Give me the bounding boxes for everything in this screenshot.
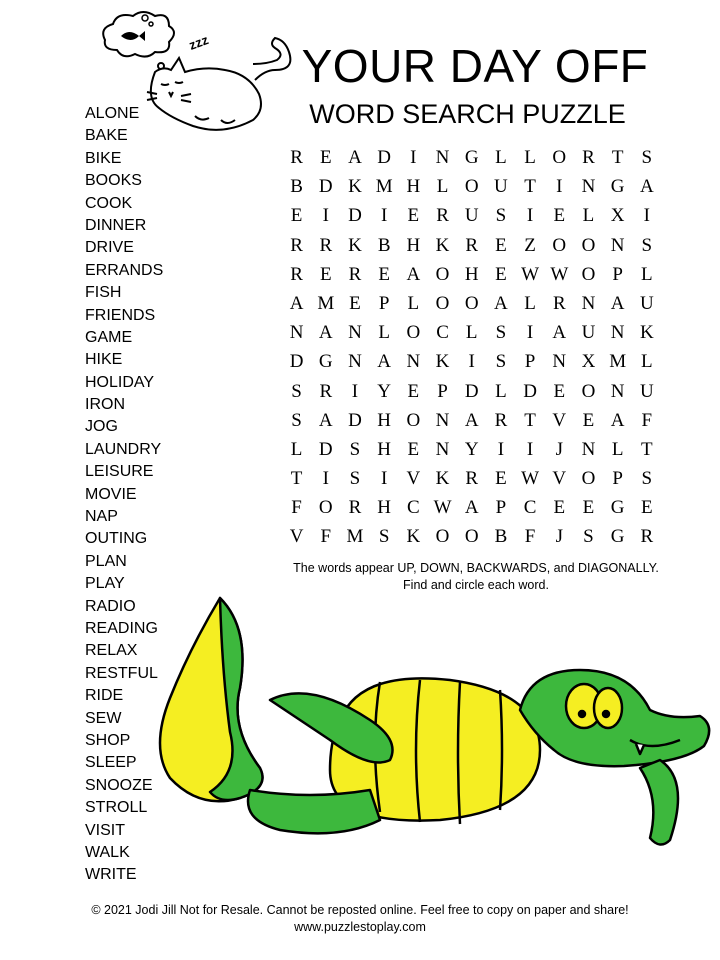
- grid-letter[interactable]: M: [346, 526, 364, 548]
- grid-letter[interactable]: R: [290, 147, 303, 168]
- grid-letter[interactable]: Y: [377, 380, 392, 402]
- grid-letter[interactable]: K: [435, 234, 450, 256]
- grid-letter[interactable]: N: [435, 409, 450, 431]
- grid-letter[interactable]: S: [291, 409, 302, 431]
- instructions-line-1: The words appear UP, DOWN, BACKWARDS, and DIAGONALLY.: [293, 561, 659, 575]
- grid-letter[interactable]: L: [641, 351, 653, 373]
- grid-letter[interactable]: E: [407, 205, 420, 227]
- word-list-item: GAME: [85, 328, 133, 346]
- grid-letter[interactable]: I: [322, 205, 329, 227]
- grid-letter[interactable]: S: [378, 526, 390, 548]
- grid-letter[interactable]: V: [406, 468, 421, 490]
- grid-letter[interactable]: R: [348, 497, 362, 519]
- grid-letter[interactable]: T: [611, 147, 624, 168]
- grid-letter[interactable]: C: [436, 322, 449, 344]
- grid-letter[interactable]: W: [433, 497, 452, 519]
- grid-letter[interactable]: U: [581, 322, 596, 344]
- grid-letter[interactable]: U: [639, 292, 654, 314]
- grid-letter[interactable]: U: [494, 176, 508, 198]
- word-list-item: JOG: [85, 418, 118, 436]
- word-list-item: BOOKS: [85, 172, 142, 190]
- grid-letter[interactable]: G: [318, 351, 333, 373]
- grid-letter[interactable]: H: [464, 263, 479, 285]
- grid-letter[interactable]: I: [526, 322, 534, 344]
- grid-letter[interactable]: P: [524, 351, 536, 373]
- grid-letter[interactable]: L: [611, 438, 624, 460]
- grid-letter[interactable]: J: [555, 526, 563, 548]
- grid-letter[interactable]: S: [495, 205, 507, 227]
- grid-letter[interactable]: C: [523, 497, 537, 519]
- grid-letter[interactable]: K: [639, 322, 654, 344]
- grid-letter[interactable]: A: [318, 322, 333, 344]
- grid-letter[interactable]: A: [494, 292, 508, 314]
- grid-letter[interactable]: L: [524, 147, 536, 168]
- grid-letter[interactable]: I: [556, 176, 563, 198]
- word-list-item: BAKE: [85, 127, 128, 145]
- grid-letter[interactable]: W: [521, 468, 540, 490]
- grid-letter[interactable]: F: [291, 497, 302, 519]
- grid-letter[interactable]: O: [406, 322, 421, 344]
- grid-letter[interactable]: F: [641, 409, 653, 431]
- grid-letter[interactable]: H: [406, 176, 421, 198]
- website-text: www.puzzlestoplay.com: [294, 920, 426, 934]
- grid-letter[interactable]: L: [436, 176, 449, 198]
- grid-letter[interactable]: N: [435, 147, 450, 168]
- grid-letter[interactable]: A: [289, 292, 304, 314]
- word-list-item: RELAX: [85, 642, 138, 660]
- grid-letter[interactable]: R: [436, 205, 449, 227]
- grid-letter[interactable]: I: [351, 380, 359, 402]
- grid-letter[interactable]: T: [524, 176, 536, 198]
- grid-letter[interactable]: D: [348, 409, 362, 431]
- grid-letter[interactable]: H: [406, 234, 421, 256]
- grid-letter[interactable]: R: [290, 234, 303, 256]
- grid-letter[interactable]: E: [553, 497, 566, 519]
- grid-letter[interactable]: M: [375, 176, 393, 198]
- grid-letter[interactable]: O: [435, 263, 450, 285]
- word-list-item: VISIT: [85, 821, 126, 839]
- grid-letter[interactable]: U: [639, 380, 654, 402]
- grid-letter[interactable]: D: [318, 176, 333, 198]
- grid-letter[interactable]: P: [612, 468, 623, 490]
- grid-letter[interactable]: M: [609, 351, 627, 373]
- word-list-item: ALONE: [85, 105, 140, 122]
- grid-letter[interactable]: A: [610, 409, 625, 431]
- grid-letter[interactable]: A: [552, 322, 567, 344]
- grid-letter[interactable]: A: [639, 176, 654, 198]
- grid-letter[interactable]: E: [495, 263, 507, 285]
- grid-letter[interactable]: V: [552, 409, 567, 431]
- grid-letter[interactable]: G: [610, 497, 625, 519]
- word-list-item: HIKE: [85, 351, 123, 369]
- grid-letter[interactable]: A: [348, 147, 362, 168]
- grid-letter[interactable]: O: [552, 234, 567, 256]
- grid-letter[interactable]: R: [552, 292, 566, 314]
- grid-letter[interactable]: E: [495, 468, 507, 490]
- word-list-item: STROLL: [85, 799, 148, 817]
- word-list-item: NAP: [85, 508, 118, 526]
- word-list-item: DRIVE: [85, 239, 134, 257]
- grid-letter[interactable]: C: [407, 497, 420, 519]
- grid-letter[interactable]: X: [581, 351, 596, 373]
- word-list-item: RADIO: [85, 597, 136, 615]
- word-list-item: PLAY: [85, 575, 125, 593]
- word-list-item: SHOP: [85, 731, 131, 749]
- grid-letter[interactable]: X: [610, 205, 625, 227]
- grid-letter[interactable]: L: [641, 263, 653, 285]
- grid-letter[interactable]: I: [643, 205, 650, 227]
- grid-letter[interactable]: R: [319, 380, 333, 402]
- grid-letter[interactable]: A: [318, 409, 333, 431]
- grid-letter[interactable]: P: [495, 497, 507, 519]
- grid-letter[interactable]: N: [610, 380, 625, 402]
- grid-letter[interactable]: H: [377, 497, 392, 519]
- grid-letter[interactable]: N: [348, 351, 362, 373]
- grid-letter[interactable]: L: [407, 292, 420, 314]
- grid-letter[interactable]: D: [464, 380, 479, 402]
- grid-letter[interactable]: S: [495, 322, 507, 344]
- grid-letter[interactable]: N: [610, 322, 625, 344]
- grid-letter[interactable]: I: [322, 468, 329, 490]
- grid-letter[interactable]: S: [641, 468, 653, 490]
- grid-letter[interactable]: T: [641, 438, 653, 460]
- grid-letter[interactable]: N: [435, 438, 450, 460]
- grid-letter[interactable]: N: [581, 176, 596, 198]
- grid-letter[interactable]: E: [553, 380, 566, 402]
- grid-letter[interactable]: I: [526, 438, 534, 460]
- grid-letter[interactable]: F: [320, 526, 332, 548]
- word-list-item: SEW: [85, 709, 122, 727]
- grid-letter[interactable]: S: [495, 351, 507, 373]
- grid-letter[interactable]: E: [407, 380, 420, 402]
- grid-letter[interactable]: S: [583, 526, 594, 548]
- grid-letter[interactable]: D: [348, 205, 362, 227]
- grid-letter[interactable]: O: [464, 526, 479, 548]
- grid-letter[interactable]: T: [290, 468, 303, 490]
- grid-letter[interactable]: G: [610, 176, 625, 198]
- grid-letter[interactable]: R: [465, 468, 479, 490]
- word-list-item: DINNER: [85, 216, 147, 234]
- grid-letter[interactable]: K: [435, 351, 450, 373]
- grid-letter[interactable]: L: [378, 322, 390, 344]
- grid-letter[interactable]: E: [378, 263, 390, 285]
- grid-letter[interactable]: E: [495, 234, 507, 256]
- grid-letter[interactable]: L: [465, 322, 478, 344]
- page-subtitle: WORD SEARCH PUZZLE: [309, 99, 626, 129]
- grid-letter[interactable]: G: [464, 147, 479, 168]
- grid-letter[interactable]: N: [289, 322, 304, 344]
- footer: [0, 902, 720, 936]
- grid-letter[interactable]: J: [555, 438, 563, 460]
- page-title: YOUR DAY OFF: [301, 40, 649, 92]
- grid-letter[interactable]: E: [641, 497, 653, 519]
- grid-letter[interactable]: L: [290, 438, 303, 460]
- copyright-text: © 2021 Jodi Jill Not for Resale. Cannot be reposted online. Feel free to copy on paper and share!: [91, 903, 629, 917]
- grid-letter[interactable]: D: [377, 147, 392, 168]
- instructions: [280, 560, 672, 594]
- grid-letter[interactable]: S: [349, 468, 361, 490]
- word-list-item: FISH: [85, 284, 122, 302]
- grid-letter[interactable]: R: [348, 263, 362, 285]
- grid-letter[interactable]: A: [464, 409, 479, 431]
- snore-text: zzz: [186, 32, 211, 53]
- grid-letter[interactable]: D: [523, 380, 537, 402]
- grid-letter[interactable]: R: [319, 234, 333, 256]
- word-list-item: SNOOZE: [85, 776, 153, 794]
- grid-letter[interactable]: M: [317, 292, 335, 314]
- grid-letter[interactable]: E: [582, 409, 595, 431]
- grid-letter[interactable]: L: [495, 147, 507, 168]
- grid-letter[interactable]: S: [291, 380, 302, 402]
- grid-letter[interactable]: O: [318, 497, 333, 519]
- instructions-line-2: Find and circle each word.: [403, 578, 549, 592]
- grid-letter[interactable]: A: [377, 351, 392, 373]
- grid-letter[interactable]: G: [610, 526, 625, 548]
- grid-letter[interactable]: N: [581, 438, 596, 460]
- grid-letter[interactable]: N: [552, 351, 567, 373]
- grid-letter[interactable]: A: [464, 497, 479, 519]
- grid-letter[interactable]: O: [581, 380, 596, 402]
- grid-letter[interactable]: R: [290, 263, 303, 285]
- grid-letter[interactable]: W: [550, 263, 569, 285]
- word-list-item: WRITE: [85, 866, 137, 884]
- grid-letter[interactable]: O: [581, 468, 596, 490]
- word-list-item: WALK: [85, 843, 130, 861]
- grid-letter[interactable]: O: [581, 234, 596, 256]
- grid-letter[interactable]: F: [524, 526, 536, 548]
- word-list-item: OUTING: [85, 530, 148, 548]
- grid-letter[interactable]: A: [406, 263, 421, 285]
- grid-letter[interactable]: L: [582, 205, 595, 227]
- grid-letter[interactable]: O: [435, 526, 450, 548]
- word-list-item: BIKE: [85, 149, 122, 167]
- grid-letter[interactable]: H: [377, 409, 392, 431]
- grid-letter[interactable]: E: [290, 205, 303, 227]
- grid-letter[interactable]: I: [410, 147, 417, 168]
- word-list-item: READING: [85, 619, 158, 637]
- grid-letter[interactable]: E: [319, 147, 332, 168]
- grid-letter[interactable]: I: [526, 205, 534, 227]
- grid-letter[interactable]: N: [406, 351, 421, 373]
- grid-letter[interactable]: D: [318, 438, 333, 460]
- grid-letter[interactable]: L: [524, 292, 536, 314]
- grid-letter[interactable]: V: [552, 468, 567, 490]
- word-list-item: RESTFUL: [85, 664, 158, 682]
- grid-letter[interactable]: E: [349, 292, 361, 314]
- grid-letter[interactable]: N: [610, 234, 625, 256]
- grid-letter[interactable]: D: [289, 351, 304, 373]
- grid-letter[interactable]: N: [348, 322, 362, 344]
- word-list-item: MOVIE: [85, 485, 137, 503]
- grid-letter[interactable]: P: [612, 263, 623, 285]
- grid-letter[interactable]: K: [406, 526, 421, 548]
- grid-letter[interactable]: I: [380, 205, 388, 227]
- grid-letter[interactable]: K: [435, 468, 450, 490]
- word-list-item: FRIENDS: [85, 306, 156, 324]
- grid-letter[interactable]: O: [552, 147, 567, 168]
- grid-letter[interactable]: L: [495, 380, 507, 402]
- grid-letter[interactable]: E: [407, 438, 420, 460]
- grid-letter[interactable]: S: [641, 234, 653, 256]
- word-list-item: PLAN: [85, 552, 127, 570]
- word-list-item: IRON: [85, 396, 125, 414]
- grid-letter[interactable]: Z: [524, 234, 536, 256]
- word-list: [85, 103, 163, 887]
- grid-letter[interactable]: A: [610, 292, 625, 314]
- grid-letter[interactable]: I: [497, 438, 505, 460]
- word-list-item: HOLIDAY: [85, 373, 155, 391]
- grid-letter[interactable]: B: [377, 234, 391, 256]
- grid-letter[interactable]: U: [464, 205, 479, 227]
- word-list-item: SLEEP: [85, 754, 137, 772]
- grid-letter[interactable]: B: [290, 176, 303, 198]
- grid-letter[interactable]: K: [348, 176, 362, 198]
- grid-letter[interactable]: N: [581, 292, 596, 314]
- grid-letter[interactable]: R: [582, 147, 595, 168]
- grid-letter[interactable]: S: [349, 438, 361, 460]
- word-list-item: ERRANDS: [85, 261, 164, 279]
- grid-letter[interactable]: I: [380, 468, 388, 490]
- grid-letter[interactable]: O: [464, 292, 479, 314]
- grid-letter[interactable]: E: [553, 205, 566, 227]
- alligator-illustration: [160, 590, 700, 860]
- grid-letter[interactable]: T: [524, 409, 536, 431]
- grid-letter[interactable]: W: [521, 263, 540, 285]
- grid-letter[interactable]: R: [640, 526, 654, 548]
- grid-letter[interactable]: P: [437, 380, 448, 402]
- word-list-item: LAUNDRY: [85, 440, 162, 458]
- grid-letter[interactable]: O: [581, 263, 596, 285]
- grid-letter[interactable]: E: [582, 497, 595, 519]
- grid-letter[interactable]: K: [348, 234, 362, 256]
- grid-letter[interactable]: V: [289, 526, 304, 548]
- grid-letter[interactable]: R: [465, 234, 479, 256]
- grid-letter[interactable]: Y: [464, 438, 479, 460]
- grid-letter[interactable]: H: [377, 438, 392, 460]
- grid-letter[interactable]: I: [468, 351, 475, 373]
- word-list-item: RIDE: [85, 687, 124, 705]
- grid-letter[interactable]: P: [378, 292, 390, 314]
- grid-letter[interactable]: B: [494, 526, 508, 548]
- word-list-item: LEISURE: [85, 463, 154, 481]
- grid-letter[interactable]: O: [406, 409, 421, 431]
- word-list-item: COOK: [85, 194, 133, 212]
- grid-letter[interactable]: O: [435, 292, 450, 314]
- grid-letter[interactable]: O: [464, 176, 479, 198]
- grid-letter[interactable]: S: [641, 147, 653, 168]
- grid-letter[interactable]: E: [319, 263, 332, 285]
- letter-grid: [282, 143, 661, 552]
- grid-letter[interactable]: R: [494, 409, 508, 431]
